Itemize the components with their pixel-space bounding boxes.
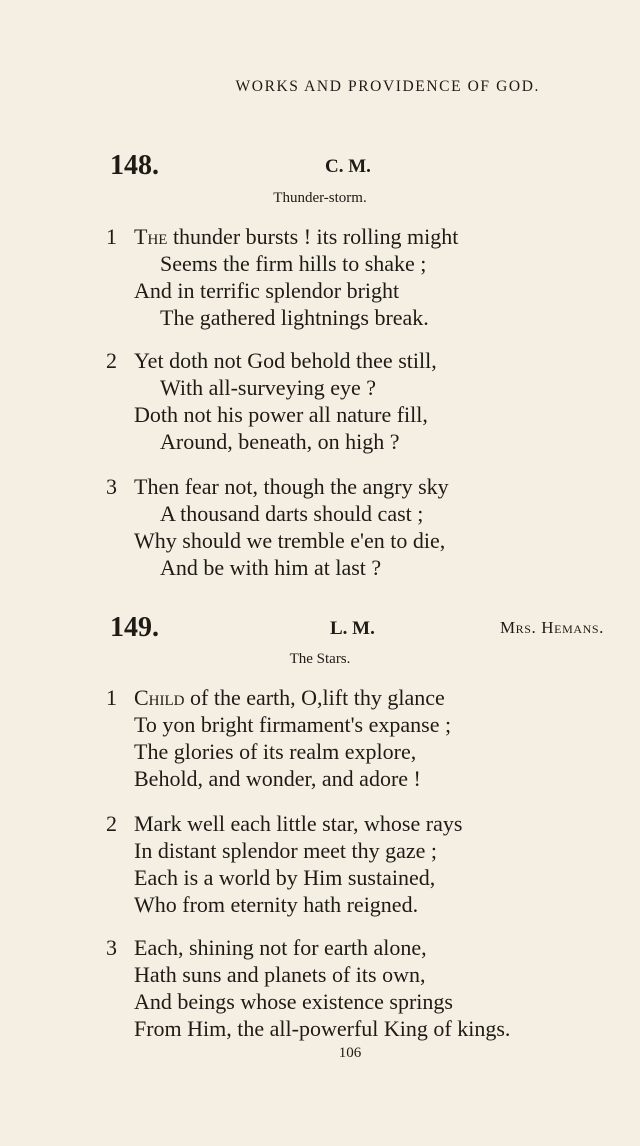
verse-line: Seems the firm hills to shake ; — [160, 251, 427, 276]
verse-line: Then fear not, though the angry sky — [134, 474, 449, 499]
verse-line: In distant splendor meet thy gaze ; — [134, 838, 438, 863]
verse-line: Yet doth not God behold thee still, — [134, 348, 437, 373]
stanza-number: 1 — [106, 685, 117, 710]
stanza-number: 1 — [106, 224, 117, 249]
verse-line: And in terrific splendor bright — [134, 278, 400, 303]
verse-line: Each, shining not for earth alone, — [134, 935, 427, 960]
verse-line: A thousand darts should cast ; — [160, 501, 424, 526]
verse-line: The thunder bursts ! its rolling might — [134, 224, 459, 249]
verse-line: Around, beneath, on high ? — [160, 429, 400, 454]
hymn-148-header — [0, 150, 640, 184]
page-number: 106 — [338, 1045, 362, 1061]
verse-line: Each is a world by Him sustained, — [134, 865, 436, 890]
hymn-meter: C. M. — [325, 156, 371, 177]
hymn-subtitle: The Stars. — [289, 651, 351, 667]
hymn-149-header — [0, 612, 640, 646]
verse-line: Who from eternity hath reigned. — [134, 892, 419, 917]
hymn-number: 148. — [110, 150, 159, 181]
verse-line: And be with him at last ? — [160, 555, 382, 580]
verse-line: Child of the earth, O,lift thy glance — [134, 685, 445, 710]
running-head: WORKS AND PROVIDENCE OF GOD. — [235, 78, 540, 95]
verse-line: From Him, the all-powerful King of kings. — [134, 1016, 511, 1041]
verse-line: Why should we tremble e'en to die, — [134, 528, 446, 553]
verse-line: Hath suns and planets of its own, — [134, 962, 426, 987]
hymn-subtitle: Thunder-storm. — [273, 190, 367, 206]
hymn-author: Mrs. Hemans. — [499, 618, 604, 637]
verse-line: Behold, and wonder, and adore ! — [134, 766, 421, 791]
verse-line: Doth not his power all nature fill, — [134, 402, 428, 427]
verse-line: With all-surveying eye ? — [160, 375, 376, 400]
first-word: The — [134, 224, 168, 249]
verse-line: The gathered lightnings break. — [160, 305, 429, 330]
hymn-meter: L. M. — [330, 618, 375, 639]
verse-line: To yon bright firmament's expanse ; — [134, 712, 452, 737]
stanza-number: 3 — [106, 935, 117, 960]
stanza-number: 2 — [106, 348, 117, 373]
stanza-number: 2 — [106, 811, 117, 836]
first-word: Child — [134, 685, 185, 710]
stanza-number: 3 — [106, 474, 117, 499]
verse-line: Mark well each little star, whose rays — [134, 811, 463, 836]
verse-line: And beings whose existence springs — [134, 989, 453, 1014]
verse-line: The glories of its realm explore, — [134, 739, 417, 764]
hymn-number: 149. — [110, 612, 159, 643]
